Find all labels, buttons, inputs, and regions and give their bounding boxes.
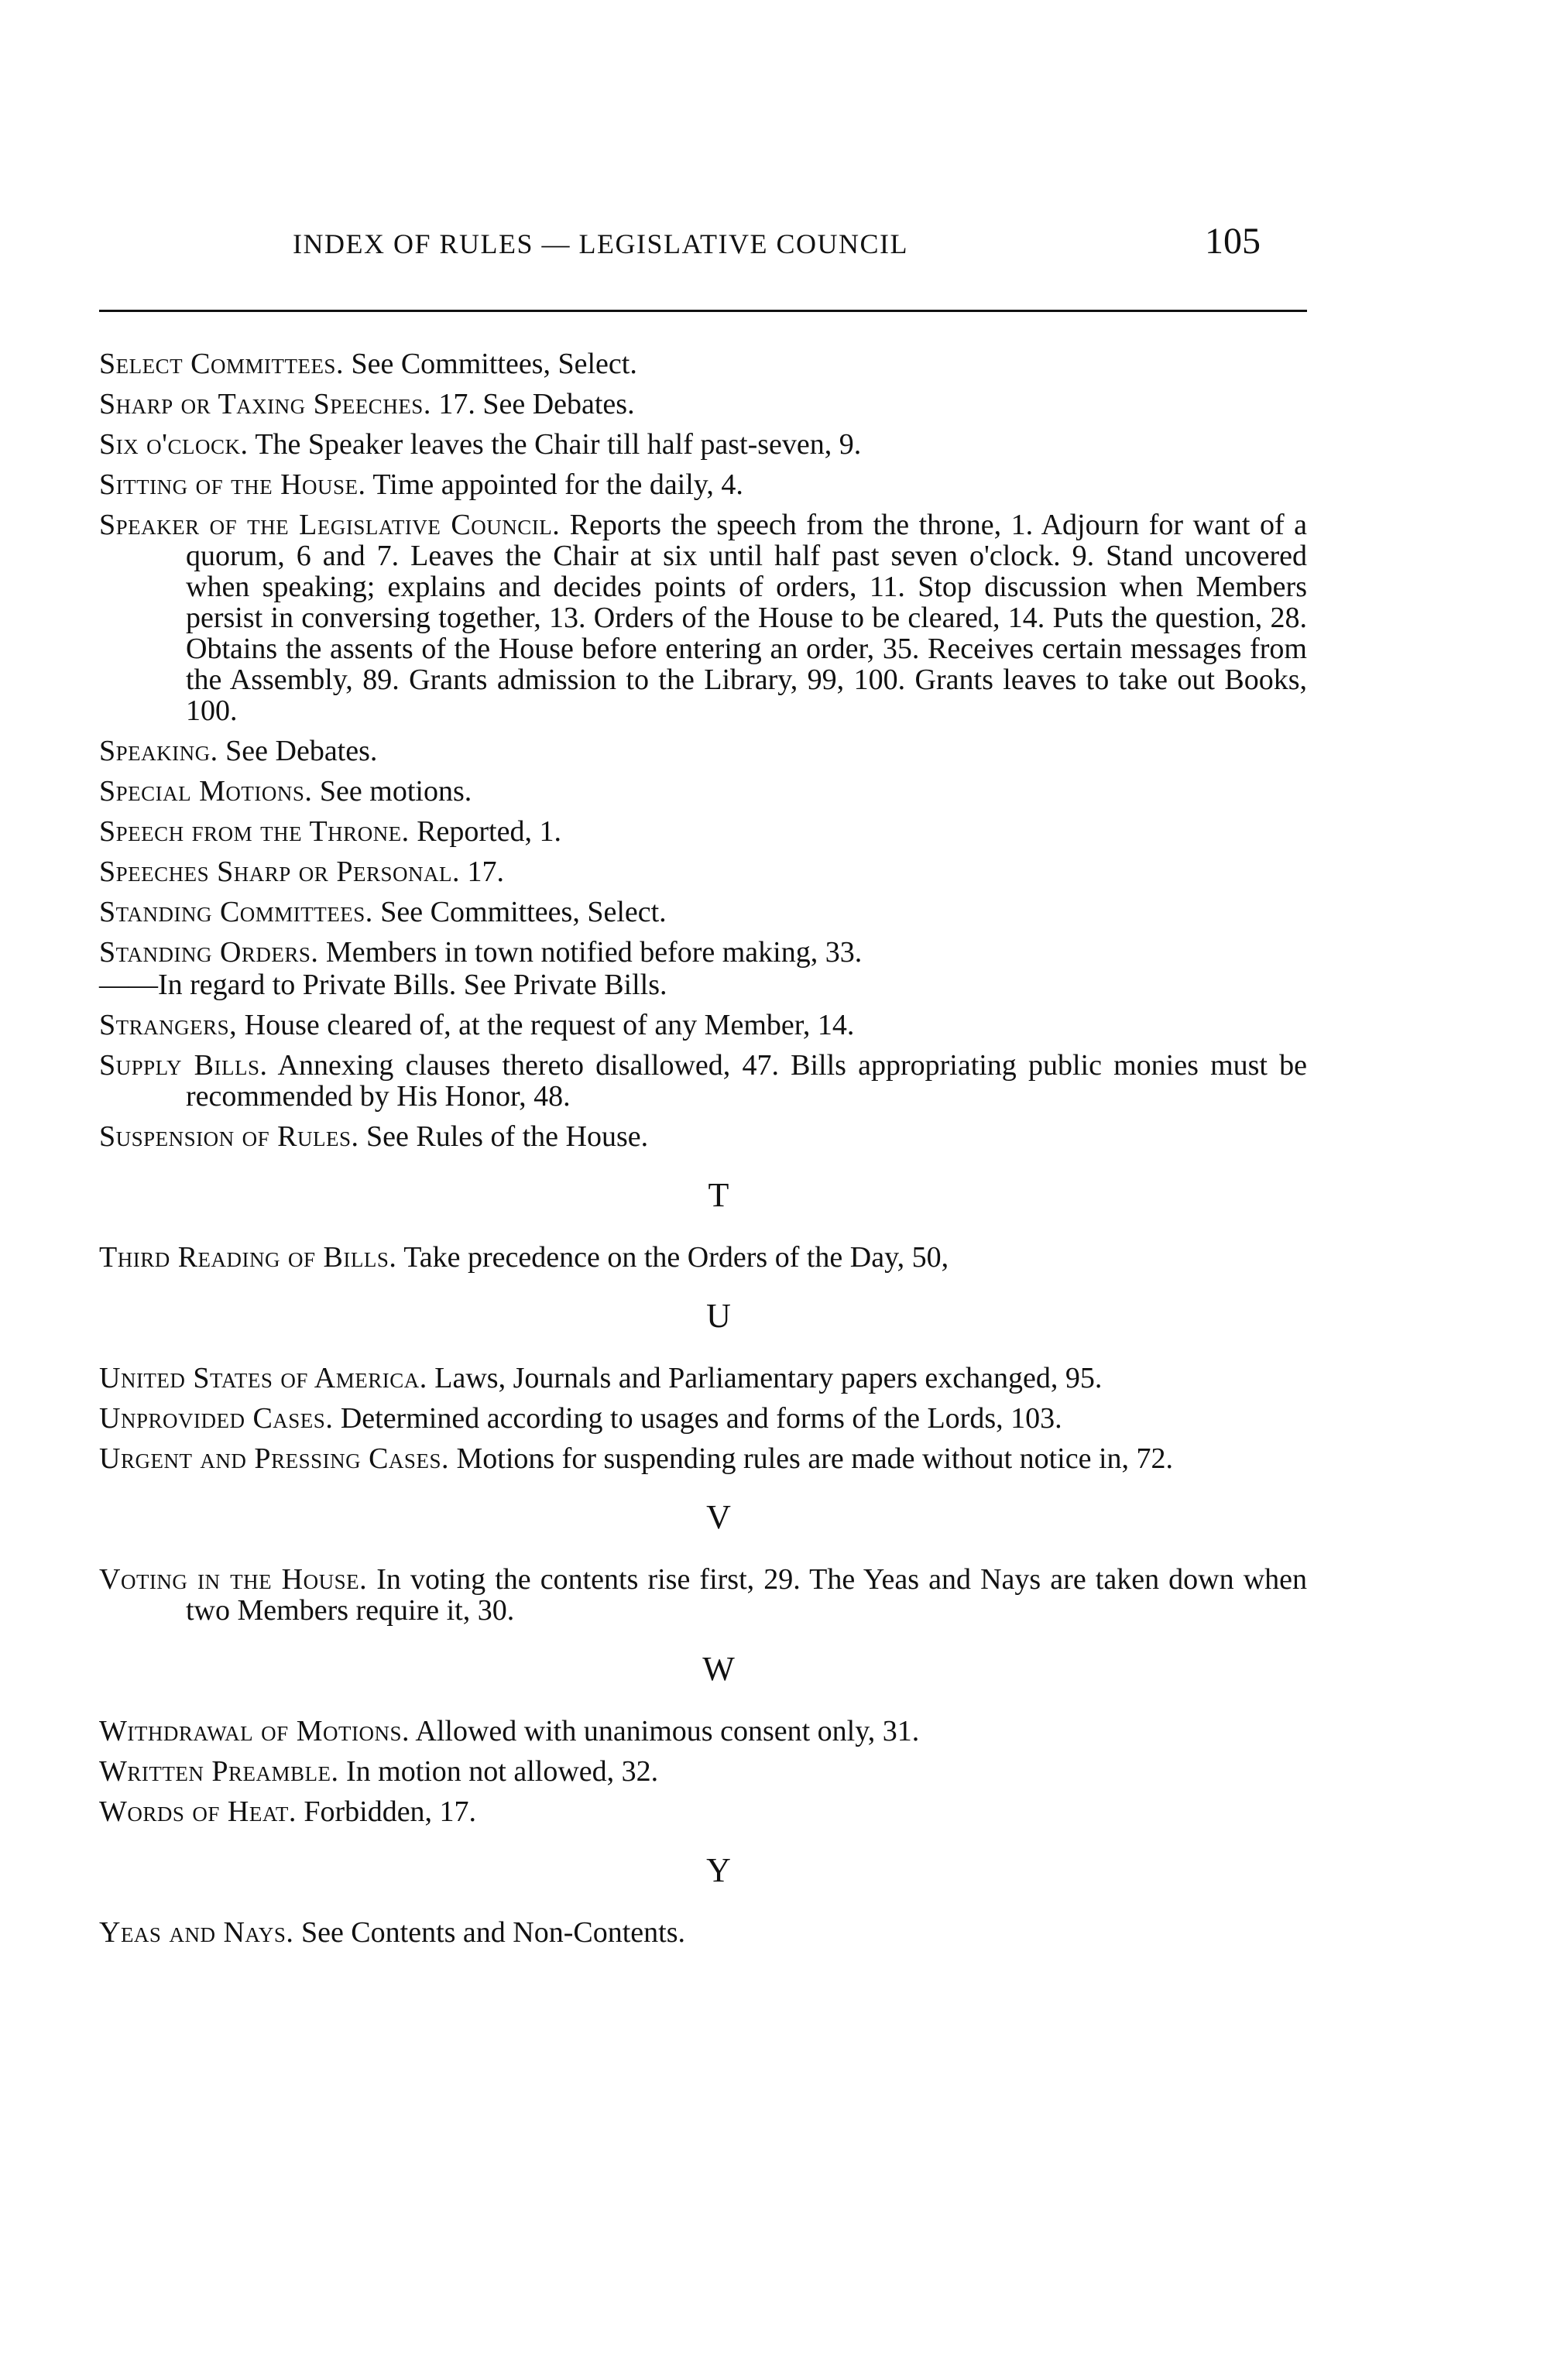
entry-text: Take precedence on the Orders of the Day, 50, [403,1241,949,1274]
entry-heading: Speech from the Throne. [99,815,410,848]
entry-heading: Urgent and Pressing Cases. [99,1442,449,1475]
entry-heading: Standing Orders. [99,936,319,969]
index-entry [99,856,1307,887]
section-letter: Y [706,1851,731,1889]
entry-heading: Speaker of the Legislative Council. [99,509,561,541]
entry-text: Reported, 1. [417,815,561,848]
entry-heading: Sitting of the House. [99,468,366,501]
entry-text: See Debates. [225,735,378,767]
section-letter: V [706,1498,731,1536]
entry-heading: Six o'clock. [99,428,249,461]
entry-heading: Suspension of Rules. [99,1120,359,1153]
index-entry [99,1121,1307,1152]
entry-text: The Speaker leaves the Chair till half past-seven, 9. [255,428,862,461]
index-entry [99,1564,1307,1626]
entry-heading: Voting in the House. [99,1563,368,1596]
entry-heading: Standing Committees. [99,896,373,928]
entry-heading: Special Motions. [99,775,313,808]
section-letter: T [708,1176,729,1214]
entry-heading: Withdrawal of Motions. [99,1715,410,1747]
section-letter: U [706,1297,731,1335]
index-entry [99,897,1307,928]
entry-text: In motion not allowed, 32. [345,1755,659,1788]
index-entry [99,1363,1307,1394]
page-header [99,221,1307,271]
index-entry [99,736,1307,766]
entry-text: 17. See Debates. [438,388,635,420]
index-subentry: ——In regard to Private Bills. See Private Bills. [99,969,667,1001]
entry-text: Annexing clauses thereto disallowed, 47. Bills appropriating public monies must be recommended by His Honor, 48. [186,1049,1308,1113]
entry-heading: Third Reading of Bills. [99,1241,397,1274]
entry-heading: Words of Heat. [99,1795,297,1828]
entry-heading: Speeches Sharp or Personal. [99,856,460,888]
header-rule [99,310,1307,312]
entry-heading: Written Preamble. [99,1755,339,1788]
entry-text: Members in town notified before making, 33. [325,936,863,969]
entry-text: Allowed with unanimous consent only, 31. [415,1715,920,1747]
page-number: 105 [1205,221,1261,262]
entry-text: Motions for suspending rules are made without notice in, 72. [456,1442,1174,1475]
entry-heading: Unprovided Cases. [99,1402,334,1435]
index-entry [99,389,1307,420]
entry-text: Forbidden, 17. [304,1795,477,1828]
entry-text: See Rules of the House. [366,1120,649,1153]
index-entry [99,1010,1307,1041]
entry-text: Time appointed for the daily, 4. [372,468,743,501]
index-body [99,348,1307,1957]
entry-text: See Committees, Select. [351,348,637,380]
entry-heading: Yeas and Nays. [99,1916,294,1949]
entry-text: See Contents and Non-Contents. [300,1916,685,1949]
entry-heading: Sharp or Taxing Speeches. [99,388,431,420]
entry-text: Reports the speech from the throne, 1. Adjourn for want of a quorum, 6 and 7. Leaves the Chair at six until half past seven o'clock. 9. Stand uncovered when speaking; explains and decides points of orders, 11. Stop discussion when Members persist in conversing together, 13. Orders of the House to be cleared, 14. Puts the question, 28. Obtains the assents of the House before entering an order, 35. Receives certain messages from the Assembly, 89. Grants admission to the Library, 99, 100. Grants leaves to take out Books, 100. [186,509,1307,727]
entry-heading: Speaking. [99,735,218,767]
index-entry [99,1050,1307,1112]
running-title: INDEX OF RULES — LEGISLATIVE COUNCIL [293,228,908,259]
index-entry [99,1443,1307,1474]
entry-heading: Select Committees. [99,348,344,380]
index-entry [99,937,1307,968]
index-entry [99,1242,1307,1273]
entry-heading: Strangers, [99,1009,238,1041]
entry-text: House cleared of, at the request of any Member, 14. [244,1009,855,1041]
index-page [99,0,1307,2380]
entry-text: 17. [467,856,504,888]
entry-text: Determined according to usages and forms of the Lords, 103. [340,1402,1062,1435]
index-entry [99,1756,1307,1787]
index-entry [99,348,1307,379]
index-entry [99,469,1307,500]
entry-text: See motions. [319,775,472,808]
index-entry [99,1796,1307,1827]
entry-heading: United States of America. [99,1362,427,1394]
entry-text: See Committees, Select. [380,896,667,928]
index-entry [99,509,1307,726]
index-entry [99,776,1307,807]
index-entry [99,816,1307,847]
index-entry [99,1716,1307,1747]
entry-text: In voting the contents rise first, 29. The Yeas and Nays are taken down when two Members require it, 30. [186,1563,1308,1627]
entry-heading: Supply Bills. [99,1049,268,1082]
section-letter: W [702,1650,735,1688]
index-entry [99,1917,1307,1948]
index-entry [99,429,1307,460]
entry-text: Laws, Journals and Parliamentary papers exchanged, 95. [434,1362,1103,1394]
index-entry [99,1403,1307,1434]
